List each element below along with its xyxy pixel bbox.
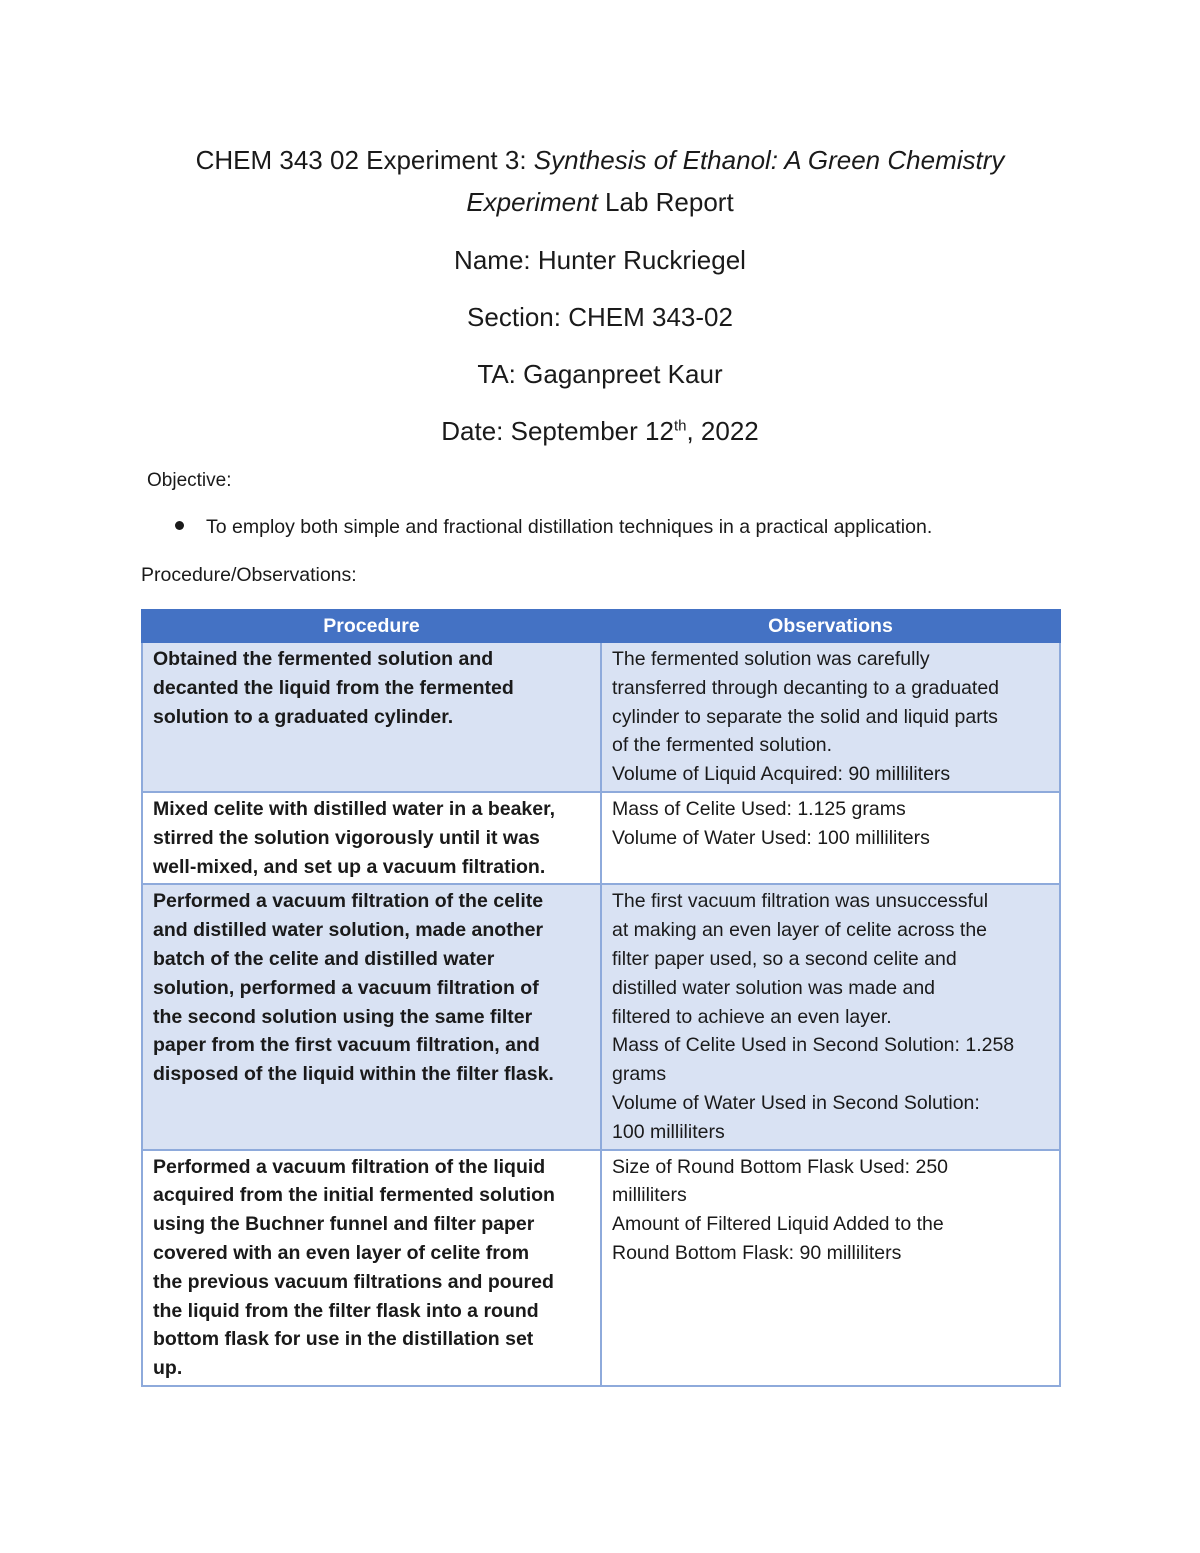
cell-line: Mass of Celite Used: 1.125 grams — [612, 797, 906, 820]
cell-line: Round Bottom Flask: 90 milliliters — [612, 1241, 902, 1264]
ta-line: TA: Gaganpreet Kaur — [477, 359, 723, 389]
procedure-cell — [142, 642, 601, 792]
procedure-cell — [142, 792, 601, 884]
objective-bullet — [175, 516, 932, 539]
cell-line: well-mixed, and set up a vacuum filtration. — [153, 855, 546, 878]
cell-line: The fermented solution was carefully — [612, 648, 930, 670]
table-row — [142, 1150, 1060, 1386]
date-suffix: , 2022 — [686, 416, 759, 446]
cell-line: transferred through decanting to a graduated — [612, 676, 1000, 699]
procedure-observations-table — [141, 609, 1061, 1387]
title-italic-1: Synthesis of Ethanol: A Green Chemistry — [533, 145, 1005, 175]
cell-line: Performed a vacuum filtration of the celite — [153, 890, 544, 913]
cell-line: up. — [153, 1357, 183, 1380]
cell-line: Volume of Water Used: 100 milliliters — [612, 826, 930, 849]
cell-line: using the Buchner funnel and filter paper — [153, 1213, 535, 1236]
date-line — [120, 415, 1080, 447]
observations-cell — [601, 642, 1060, 792]
observations-cell — [601, 792, 1060, 884]
cell-line: solution, performed a vacuum filtration of — [153, 976, 539, 999]
title-suffix: Lab Report — [597, 187, 734, 217]
cell-line: disposed of the liquid within the filter flask. — [153, 1063, 554, 1086]
table-row — [142, 884, 1060, 1149]
observations-cell — [601, 884, 1060, 1149]
cell-line: bottom flask for use in the distillation set — [153, 1328, 534, 1351]
cell-line: grams — [612, 1063, 667, 1086]
cell-line: and distilled water solution, made another — [153, 919, 544, 942]
cell-line: filtered to achieve an even layer. — [612, 1005, 892, 1028]
table-row — [142, 792, 1060, 884]
cell-line: Obtained the fermented solution and — [153, 648, 494, 670]
date-superscript: th — [673, 417, 687, 435]
cell-line: Size of Round Bottom Flask Used: 250 — [612, 1155, 949, 1178]
observations-cell — [601, 1150, 1060, 1386]
title-prefix: CHEM 343 02 Experiment 3: — [195, 145, 534, 175]
cell-line: paper from the first vacuum filtration, and — [153, 1034, 540, 1057]
cell-line: of the fermented solution. — [612, 734, 833, 757]
procedure-cell — [142, 884, 601, 1149]
column-header-procedure: Procedure — [142, 610, 601, 642]
cell-line: decanted the liquid from the fermented — [153, 676, 514, 699]
cell-line: Amount of Filtered Liquid Added to the — [612, 1213, 944, 1236]
date-prefix: Date: September 12 — [441, 416, 674, 446]
cell-line: distilled water solution was made and — [612, 976, 936, 999]
cell-line: Mixed celite with distilled water in a beaker, — [153, 797, 556, 820]
title-italic-2: Experiment — [466, 187, 598, 217]
cell-line: The first vacuum filtration was unsuccessful — [612, 890, 989, 913]
cell-line: at making an even layer of celite across the — [612, 919, 988, 942]
cell-line: milliliters — [612, 1184, 687, 1207]
cell-line: the previous vacuum filtrations and poured — [153, 1270, 554, 1293]
title-line-1 — [120, 139, 1080, 181]
report-title — [120, 139, 1080, 223]
cell-line: acquired from the initial fermented solution — [153, 1184, 555, 1207]
cell-line: filter paper used, so a second celite and — [612, 947, 957, 970]
cell-line: batch of the celite and distilled water — [153, 947, 495, 970]
cell-line: cylinder to separate the solid and liquid parts — [612, 705, 998, 728]
column-header-observations: Observations — [601, 610, 1060, 642]
cell-line: Performed a vacuum filtration of the liquid — [153, 1155, 546, 1178]
cell-line: the second solution using the same filter — [153, 1005, 533, 1028]
bullet-icon — [175, 521, 184, 530]
table-header-row — [142, 610, 1060, 642]
procedure-observations-label: Procedure/Observations: — [141, 564, 357, 586]
section-line: Section: CHEM 343-02 — [467, 302, 733, 332]
cell-line: the liquid from the filter flask into a round — [153, 1299, 539, 1322]
title-line-2 — [120, 181, 1080, 223]
cell-line: solution to a graduated cylinder. — [153, 705, 454, 728]
cell-line: stirred the solution vigorously until it was — [153, 826, 540, 849]
table-row — [142, 642, 1060, 792]
procedure-cell — [142, 1150, 601, 1386]
cell-line: covered with an even layer of celite from — [153, 1241, 530, 1264]
objective-label: Objective: — [147, 470, 232, 491]
cell-line: Volume of Liquid Acquired: 90 milliliters — [612, 763, 951, 786]
objective-bullet-text: To employ both simple and fractional distillation techniques in a practical application. — [206, 516, 933, 538]
cell-line: 100 milliliters — [612, 1120, 725, 1143]
student-name: Name: Hunter Ruckriegel — [454, 245, 746, 275]
cell-line: Volume of Water Used in Second Solution: — [612, 1091, 980, 1114]
cell-line: Mass of Celite Used in Second Solution: 1.258 — [612, 1034, 1015, 1057]
